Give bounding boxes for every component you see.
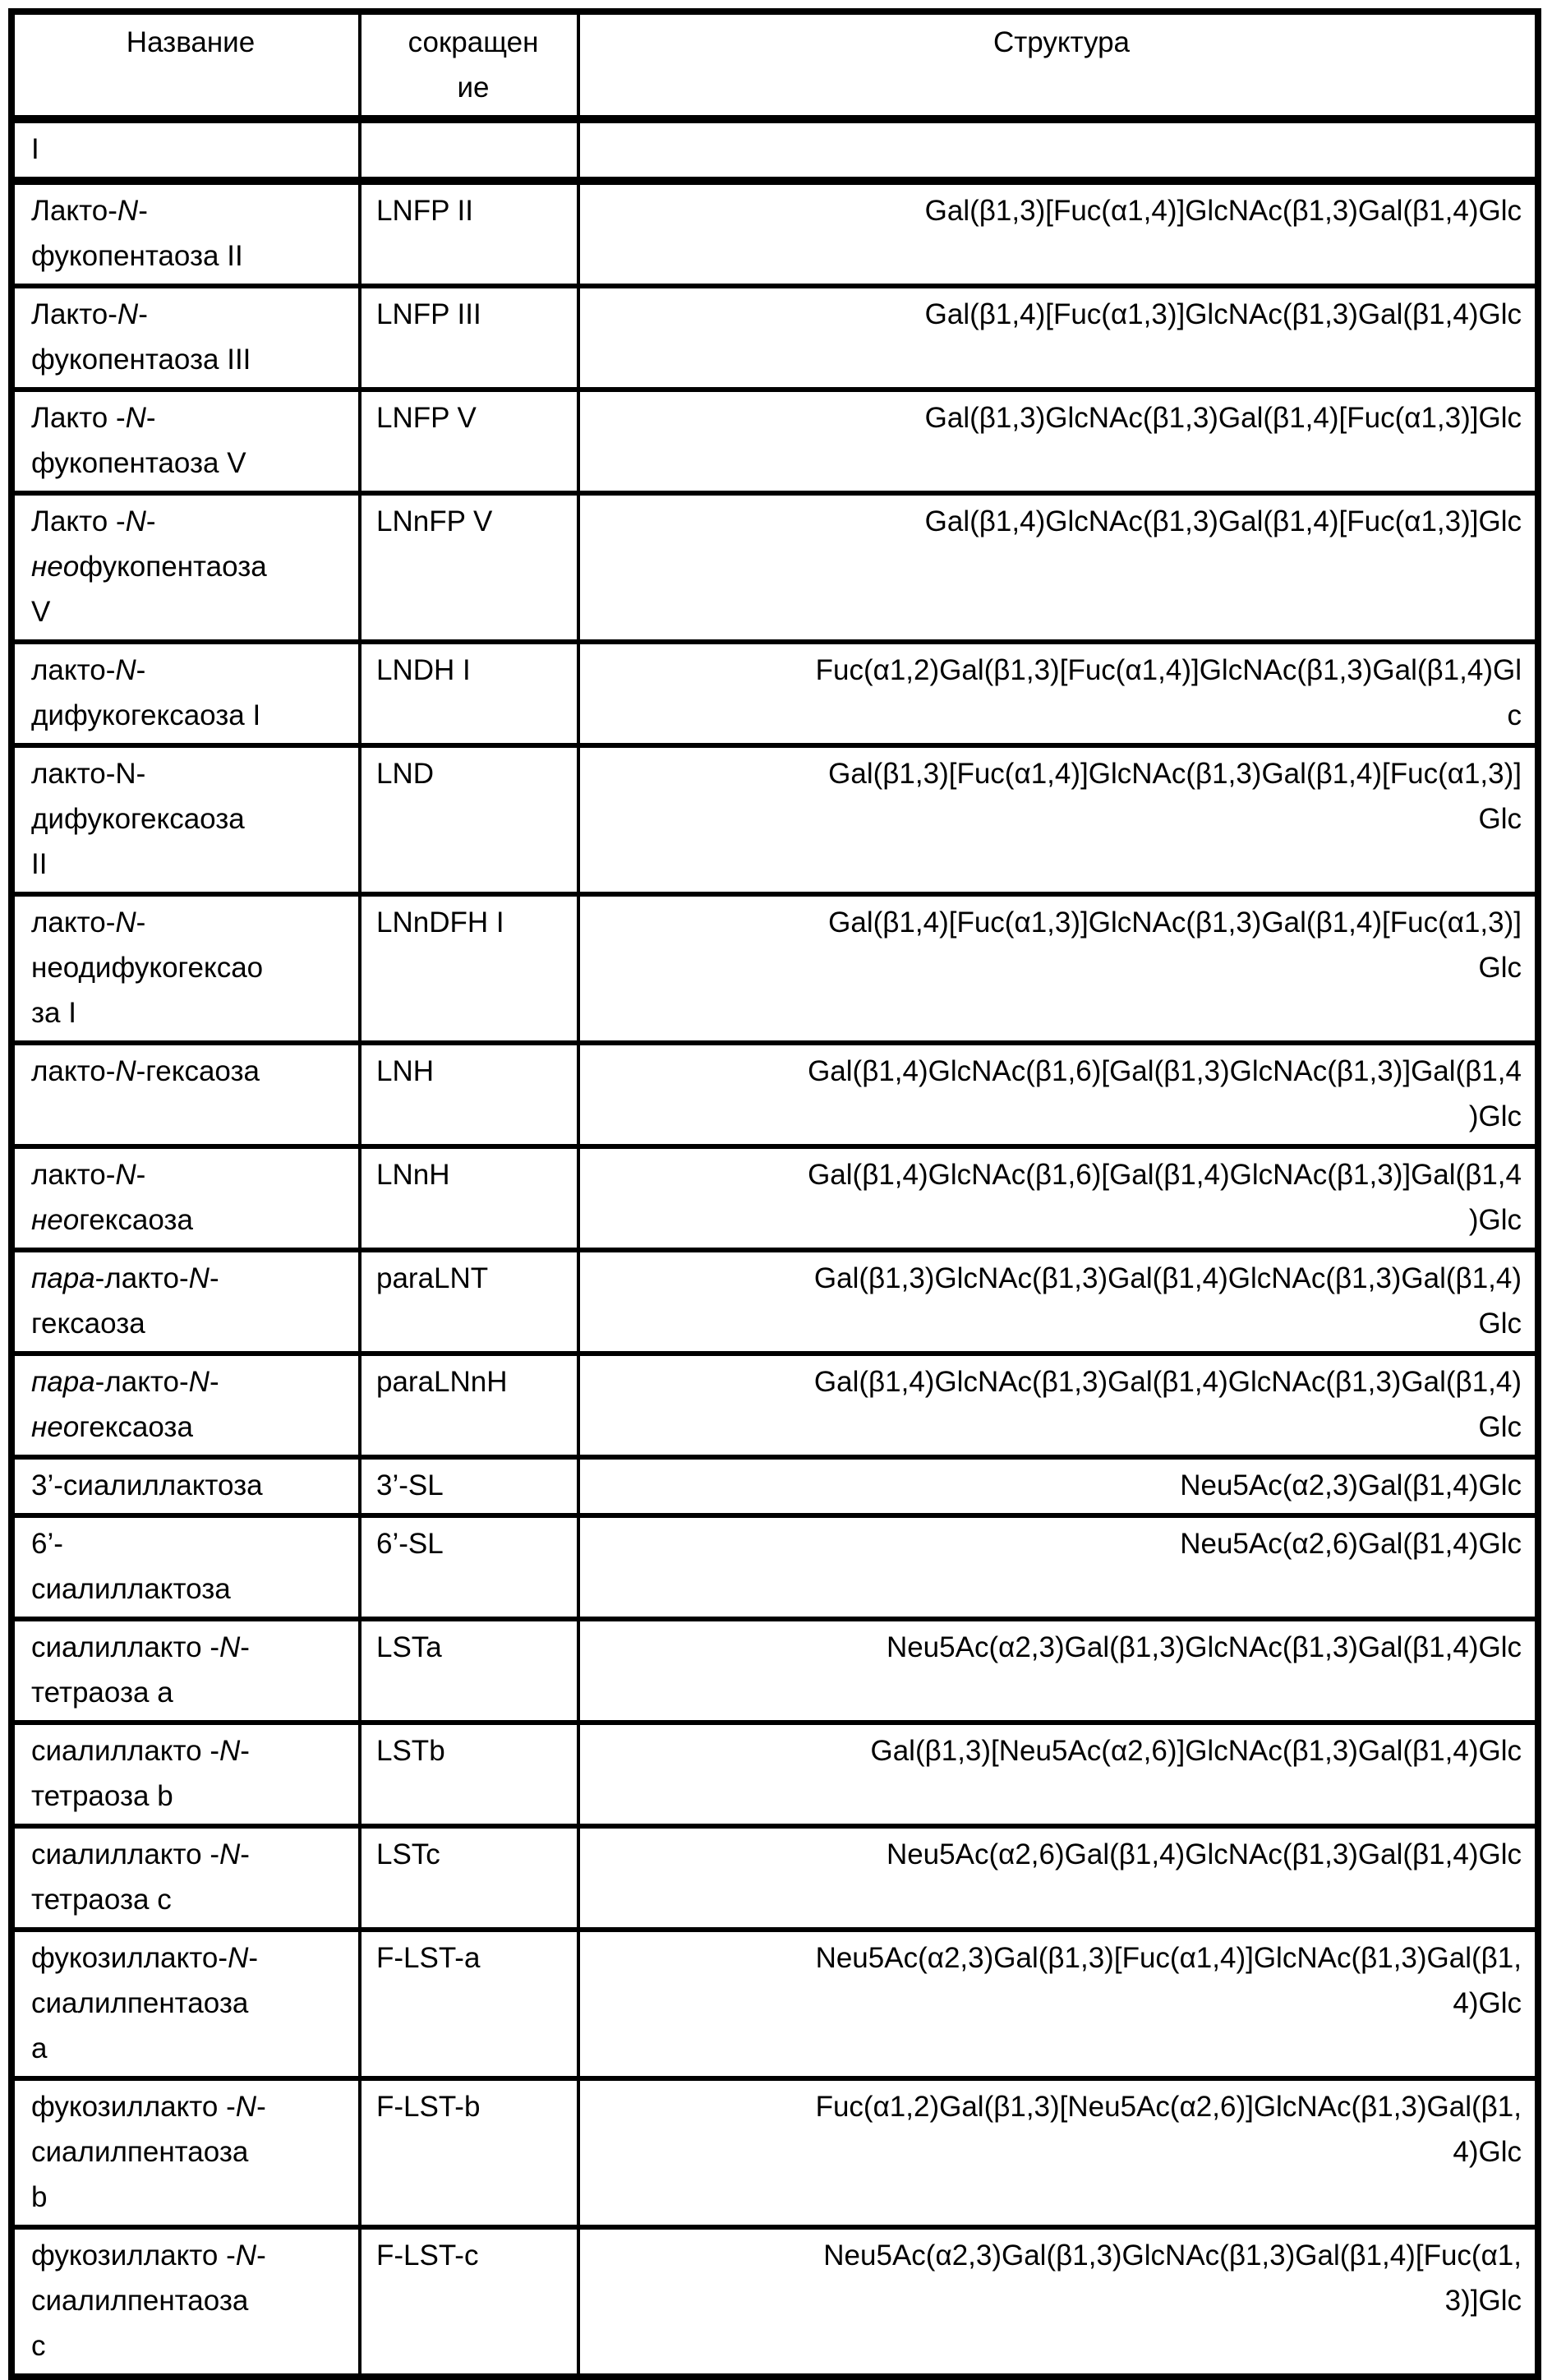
name-cell xyxy=(12,1826,360,1930)
name-cell xyxy=(12,1723,360,1826)
abbreviation-cell: LNnFP V xyxy=(360,493,578,642)
name-cell xyxy=(12,286,360,390)
structure-cell: Neu5Ac(α2,6)Gal(β1,4)GlcNAc(β1,3)Gal(β1,4)Glc xyxy=(578,1826,1538,1930)
name-segment: - xyxy=(209,1366,219,1398)
name-italic-segment: N xyxy=(115,906,136,939)
name-segment: -лакто- xyxy=(94,1262,189,1294)
name-segment: - xyxy=(145,505,156,537)
structure-cell: Gal(β1,4)GlcNAc(β1,6)[Gal(β1,3)GlcNAc(β1,3)]Gal(β1,4 )Glc xyxy=(578,1043,1538,1146)
name-italic-segment: N xyxy=(188,1366,210,1398)
structure-cell: Gal(β1,3)[Neu5Ac(α2,6)]GlcNAc(β1,3)Gal(β1,4)Glc xyxy=(578,1723,1538,1826)
name-italic-segment: N xyxy=(235,2239,257,2272)
name-cell xyxy=(12,1930,360,2078)
name-italic-segment: N xyxy=(115,1159,136,1191)
name-cell xyxy=(12,1457,360,1515)
name-segment: - фукопентаоза V xyxy=(31,402,246,479)
structure-cell: Gal(β1,3)GlcNAc(β1,3)Gal(β1,4)GlcNAc(β1,3)Gal(β1,4) Glc xyxy=(578,1250,1538,1354)
structure-cell: Neu5Ac(α2,3)Gal(β1,3)GlcNAc(β1,3)Gal(β1,4)[Fuc(α1, 3)]Glc xyxy=(578,2227,1538,2377)
name-italic-segment: N xyxy=(219,1838,241,1870)
abbreviation-cell: LND xyxy=(360,745,578,894)
name-italic-segment: N xyxy=(115,1055,136,1087)
table-row xyxy=(12,1619,1538,1723)
table-row xyxy=(12,181,1538,286)
name-cell xyxy=(12,1146,360,1250)
name-cell xyxy=(12,2227,360,2377)
name-segment: - сиалилпентаоза b xyxy=(31,2091,266,2213)
name-segment: - xyxy=(136,1159,146,1191)
name-segment: - тетраоза c xyxy=(31,1838,250,1916)
name-segment: лакто- xyxy=(31,654,116,686)
structure-cell: Gal(β1,4)GlcNAc(β1,3)Gal(β1,4)GlcNAc(β1,3)Gal(β1,4) Glc xyxy=(578,1354,1538,1457)
name-cell xyxy=(12,2078,360,2227)
name-segment: лакто- xyxy=(31,906,116,939)
name-segment: гексаоза xyxy=(79,1204,193,1236)
structure-cell xyxy=(578,119,1538,181)
name-segment: Лакто- xyxy=(31,195,117,227)
name-segment: фукопентаоза V xyxy=(31,551,267,628)
name-segment: - тетраоза a xyxy=(31,1631,250,1709)
name-italic-segment: N xyxy=(115,654,136,686)
name-segment: Лакто- xyxy=(31,298,117,330)
abbreviation-cell: F-LST-c xyxy=(360,2227,578,2377)
name-segment: лакто- xyxy=(31,1159,116,1191)
name-segment: 6’- сиалиллактоза xyxy=(31,1528,231,1605)
name-segment: сиалиллакто - xyxy=(31,1735,219,1767)
abbreviation-cell: LSTa xyxy=(360,1619,578,1723)
header-structure: Структура xyxy=(578,12,1538,119)
name-segment: -гексаоза xyxy=(136,1055,260,1087)
name-segment: лакто- xyxy=(31,1055,116,1087)
name-segment: I xyxy=(31,133,39,165)
name-italic-segment: N xyxy=(188,1262,210,1294)
name-italic-segment: N xyxy=(219,1735,241,1767)
table-row xyxy=(12,1354,1538,1457)
name-italic-segment: пара xyxy=(31,1262,95,1294)
name-segment: Лакто - xyxy=(31,402,126,434)
oligosaccharide-table xyxy=(8,8,1541,2380)
name-segment: - сиалилпентаоза a xyxy=(31,1942,258,2064)
abbreviation-cell: paraLNnH xyxy=(360,1354,578,1457)
structure-cell: Gal(β1,3)[Fuc(α1,4)]GlcNAc(β1,3)Gal(β1,4)Glc xyxy=(578,181,1538,286)
table-body xyxy=(12,119,1538,2377)
abbreviation-cell: LSTc xyxy=(360,1826,578,1930)
abbreviation-cell: F-LST-a xyxy=(360,1930,578,2078)
name-segment: - фукопентаоза II xyxy=(31,195,243,272)
abbreviation-cell: LNFP III xyxy=(360,286,578,390)
header-row xyxy=(12,12,1538,119)
table-row xyxy=(12,1930,1538,2078)
name-italic-segment: нео xyxy=(31,1204,80,1236)
table-row xyxy=(12,1146,1538,1250)
name-segment: - фукопентаоза III xyxy=(31,298,251,376)
name-cell xyxy=(12,894,360,1043)
table-row xyxy=(12,745,1538,894)
name-segment: фукозиллакто - xyxy=(31,2091,236,2123)
table-row xyxy=(12,2078,1538,2227)
table-row xyxy=(12,1723,1538,1826)
name-segment: - тетраоза b xyxy=(31,1735,250,1812)
abbreviation-cell: LNH xyxy=(360,1043,578,1146)
structure-cell: Gal(β1,4)[Fuc(α1,3)]GlcNAc(β1,3)Gal(β1,4)Glc xyxy=(578,286,1538,390)
abbreviation-cell: 6’-SL xyxy=(360,1515,578,1619)
name-cell xyxy=(12,119,360,181)
name-segment: - неодифукогексао за I xyxy=(31,906,264,1029)
table-row xyxy=(12,390,1538,493)
name-segment: - гексаоза xyxy=(31,1262,219,1340)
name-segment: фукозиллакто - xyxy=(31,2239,236,2272)
name-segment: гексаоза xyxy=(79,1411,193,1443)
name-italic-segment: N xyxy=(117,195,139,227)
table-row xyxy=(12,119,1538,181)
abbreviation-cell: LSTb xyxy=(360,1723,578,1826)
structure-cell: Neu5Ac(α2,6)Gal(β1,4)Glc xyxy=(578,1515,1538,1619)
name-cell xyxy=(12,745,360,894)
name-cell xyxy=(12,1619,360,1723)
name-cell xyxy=(12,493,360,642)
abbreviation-cell xyxy=(360,119,578,181)
name-segment: фукозиллакто- xyxy=(31,1942,228,1974)
name-segment: лакто-N- дифукогексаоза II xyxy=(31,758,245,880)
name-italic-segment: N xyxy=(117,298,139,330)
table-row xyxy=(12,894,1538,1043)
abbreviation-cell: paraLNT xyxy=(360,1250,578,1354)
name-cell xyxy=(12,1354,360,1457)
name-italic-segment: N xyxy=(235,2091,257,2123)
name-italic-segment: N xyxy=(125,505,146,537)
name-segment: 3’-сиалиллактоза xyxy=(31,1469,263,1501)
table-row xyxy=(12,1250,1538,1354)
structure-cell: Fuc(α1,2)Gal(β1,3)[Neu5Ac(α2,6)]GlcNAc(β1,3)Gal(β1, 4)Glc xyxy=(578,2078,1538,2227)
structure-cell: Gal(β1,3)GlcNAc(β1,3)Gal(β1,4)[Fuc(α1,3)]Glc xyxy=(578,390,1538,493)
abbreviation-cell: LNDH I xyxy=(360,642,578,745)
abbreviation-cell: LNnH xyxy=(360,1146,578,1250)
name-cell xyxy=(12,642,360,745)
abbreviation-cell: F-LST-b xyxy=(360,2078,578,2227)
name-segment: Лакто - xyxy=(31,505,126,537)
table-row xyxy=(12,1826,1538,1930)
structure-cell: Neu5Ac(α2,3)Gal(β1,3)GlcNAc(β1,3)Gal(β1,4)Glc xyxy=(578,1619,1538,1723)
name-segment: -лакто- xyxy=(94,1366,189,1398)
name-italic-segment: N xyxy=(228,1942,249,1974)
abbreviation-cell: LNnDFH I xyxy=(360,894,578,1043)
table-row xyxy=(12,286,1538,390)
table-row xyxy=(12,642,1538,745)
table-row xyxy=(12,1515,1538,1619)
table-row xyxy=(12,2227,1538,2377)
structure-cell: Gal(β1,4)GlcNAc(β1,6)[Gal(β1,4)GlcNAc(β1,3)]Gal(β1,4 )Glc xyxy=(578,1146,1538,1250)
name-cell xyxy=(12,390,360,493)
header-abbreviation: сокращен ие xyxy=(360,12,578,119)
table-row xyxy=(12,1043,1538,1146)
structure-cell: Gal(β1,3)[Fuc(α1,4)]GlcNAc(β1,3)Gal(β1,4)[Fuc(α1,3)] Glc xyxy=(578,745,1538,894)
name-cell xyxy=(12,181,360,286)
structure-cell: Gal(β1,4)GlcNAc(β1,3)Gal(β1,4)[Fuc(α1,3)]Glc xyxy=(578,493,1538,642)
name-italic-segment: нео xyxy=(31,551,80,583)
structure-cell: Neu5Ac(α2,3)Gal(β1,3)[Fuc(α1,4)]GlcNAc(β1,3)Gal(β1, 4)Glc xyxy=(578,1930,1538,2078)
header-name: Название xyxy=(12,12,360,119)
name-italic-segment: пара xyxy=(31,1366,95,1398)
table-row xyxy=(12,1457,1538,1515)
name-italic-segment: N xyxy=(125,402,146,434)
structure-cell: Neu5Ac(α2,3)Gal(β1,4)Glc xyxy=(578,1457,1538,1515)
structure-cell: Gal(β1,4)[Fuc(α1,3)]GlcNAc(β1,3)Gal(β1,4)[Fuc(α1,3)] Glc xyxy=(578,894,1538,1043)
name-cell xyxy=(12,1043,360,1146)
abbreviation-cell: 3’-SL xyxy=(360,1457,578,1515)
name-cell xyxy=(12,1515,360,1619)
abbreviation-cell: LNFP V xyxy=(360,390,578,493)
table-row xyxy=(12,493,1538,642)
structure-cell: Fuc(α1,2)Gal(β1,3)[Fuc(α1,4)]GlcNAc(β1,3)Gal(β1,4)Gl c xyxy=(578,642,1538,745)
name-cell xyxy=(12,1250,360,1354)
abbreviation-cell: LNFP II xyxy=(360,181,578,286)
name-segment: - дифукогексаоза I xyxy=(31,654,261,731)
name-italic-segment: нео xyxy=(31,1411,80,1443)
name-segment: - сиалилпентаоза c xyxy=(31,2239,266,2362)
name-segment: сиалиллакто - xyxy=(31,1838,219,1870)
name-italic-segment: N xyxy=(219,1631,241,1663)
name-segment: сиалиллакто - xyxy=(31,1631,219,1663)
